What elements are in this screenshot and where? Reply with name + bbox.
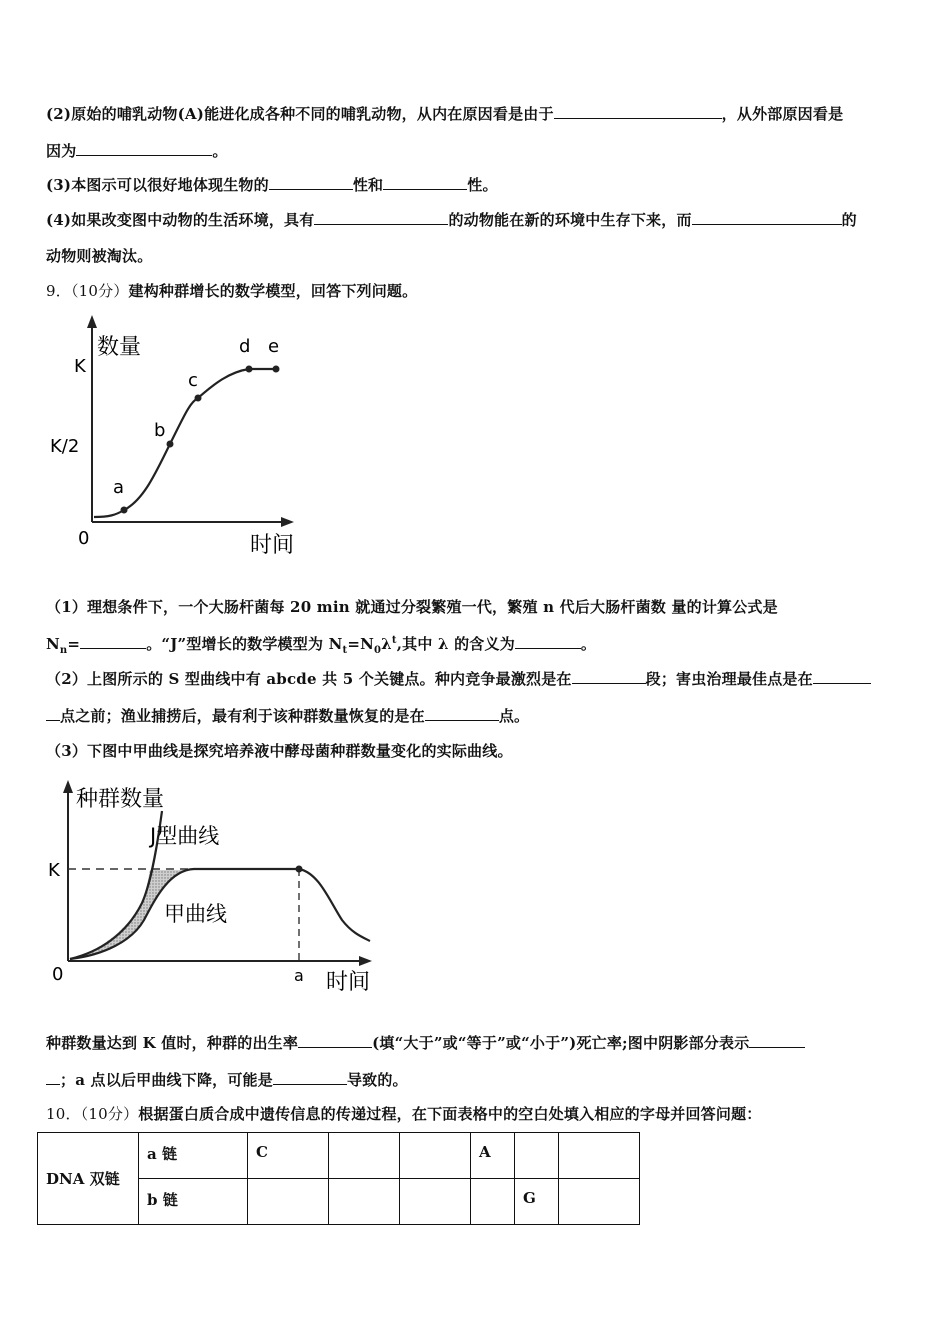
- table-cell[interactable]: [329, 1133, 400, 1179]
- point-a: [296, 866, 303, 873]
- dna-table: [37, 1132, 640, 1225]
- answer-blank[interactable]: [749, 1033, 805, 1048]
- point-d-label: d: [239, 336, 251, 357]
- table-row: [38, 1133, 640, 1179]
- point-c-label: c: [188, 370, 198, 391]
- answer-blank[interactable]: [425, 706, 499, 721]
- q8-part2-line2: 因为 。: [46, 142, 228, 160]
- answer-blank[interactable]: [76, 141, 212, 156]
- q9-sub2-line1: （2）上图所示的 S 型曲线中有 abcde 共 5 个关键点。种内竞争最激烈是在 段；害虫治理最佳点是在: [46, 668, 871, 689]
- point-a-label: a: [294, 966, 304, 985]
- x-axis-label: 时间: [326, 970, 371, 995]
- table-cell[interactable]: [559, 1133, 640, 1179]
- table-cell[interactable]: [515, 1133, 559, 1179]
- y-axis-label: 种群数量: [76, 787, 165, 812]
- answer-blank[interactable]: [46, 1070, 60, 1085]
- answer-blank[interactable]: [554, 104, 722, 119]
- q9-sub3: （3）下图中甲曲线是探究培养液中酵母菌种群数量变化的实际曲线。: [46, 742, 513, 760]
- jia-curve-label: 甲曲线: [164, 902, 227, 926]
- answer-blank[interactable]: [572, 669, 646, 684]
- origin-label: 0: [52, 964, 64, 985]
- q9-sub4-line2: ；a 点以后甲曲线下降，可能是 导致的。: [46, 1069, 408, 1090]
- answer-blank[interactable]: [80, 634, 146, 649]
- strand-b-label: b 链: [139, 1179, 248, 1225]
- q9-sub2-line2: 点之前；渔业捕捞后，最有利于该种群数量恢复的是在 点。: [46, 705, 529, 726]
- table-cell[interactable]: [248, 1179, 329, 1225]
- table-cell[interactable]: A: [471, 1133, 515, 1179]
- point-b: [167, 441, 174, 448]
- q9-sub1-line2: $N_n=$ 。“J”型增长的数学模型为 $N_t=N_0\lambda^t$,其中 λ 的含义为 。: [46, 635, 597, 656]
- point-d: [246, 366, 253, 373]
- point-b-label: b: [154, 420, 166, 441]
- q9-sub4-line1: 种群数量达到 K 值时，种群的出生率 (填“大于”或“等于”或“小于”)死亡率;图中阴影部分表示: [46, 1032, 805, 1053]
- table-cell[interactable]: G: [515, 1179, 559, 1225]
- k-label: K: [48, 860, 60, 881]
- q9-sub1-line1: （1）理想条件下，一个大肠杆菌每 20 min 就通过分裂繁殖一代，繁殖 n 代后大肠杆菌数 量的计算公式是: [46, 598, 778, 616]
- q8-part4-line2: 动物则被淘汰。: [46, 247, 153, 265]
- answer-blank[interactable]: [269, 175, 353, 190]
- q8-part4-line1: (4)如果改变图中动物的生活环境，具有 的动物能在新的环境中生存下来，而 的: [46, 211, 857, 229]
- table-cell[interactable]: [559, 1179, 640, 1225]
- strand-a-label: a 链: [139, 1133, 248, 1179]
- point-a-label: a: [113, 477, 125, 498]
- k-label: K: [74, 356, 86, 377]
- answer-blank[interactable]: [273, 1070, 347, 1085]
- point-c: [195, 395, 202, 402]
- j-curve: [70, 811, 162, 959]
- table-cell[interactable]: [400, 1133, 471, 1179]
- x-axis-label: 时间: [250, 533, 295, 558]
- y-axis-label: 数量: [97, 335, 142, 360]
- point-a: [121, 507, 128, 514]
- answer-blank[interactable]: [515, 634, 581, 649]
- q10-title: 10．（10分）根据蛋白质合成中遗传信息的传递过程，在下面表格中的空白处填入相应的字母并回答问题：: [46, 1105, 762, 1123]
- q8-part2-line1: (2)原始的哺乳动物(A)能进化成各种不同的哺乳动物，从内在原因看是由于 ，从外部原因看是: [46, 105, 844, 123]
- table-cell[interactable]: [329, 1179, 400, 1225]
- table-cell[interactable]: [400, 1179, 471, 1225]
- answer-blank[interactable]: [298, 1033, 372, 1048]
- answer-blank[interactable]: [692, 210, 842, 225]
- answer-blank[interactable]: [46, 706, 60, 721]
- answer-blank[interactable]: [813, 669, 871, 684]
- q9-title: 9．（10分）建构种群增长的数学模型，回答下列问题。: [46, 282, 418, 300]
- table-cell[interactable]: C: [248, 1133, 329, 1179]
- k-half-label: K/2: [50, 436, 80, 457]
- dna-double-strand-header: DNA 双链: [38, 1133, 139, 1225]
- s-curve-figure: [44, 312, 314, 562]
- yeast-growth-figure: [44, 775, 394, 1003]
- table-cell[interactable]: [471, 1179, 515, 1225]
- q8-part3: (3)本图示可以很好地体现生物的 性和 性。: [46, 176, 498, 194]
- point-e-label: e: [268, 336, 280, 357]
- j-curve-label: J型曲线: [150, 824, 220, 848]
- answer-blank[interactable]: [314, 210, 448, 225]
- origin-label: 0: [78, 528, 90, 549]
- point-e: [273, 366, 280, 373]
- answer-blank[interactable]: [383, 175, 467, 190]
